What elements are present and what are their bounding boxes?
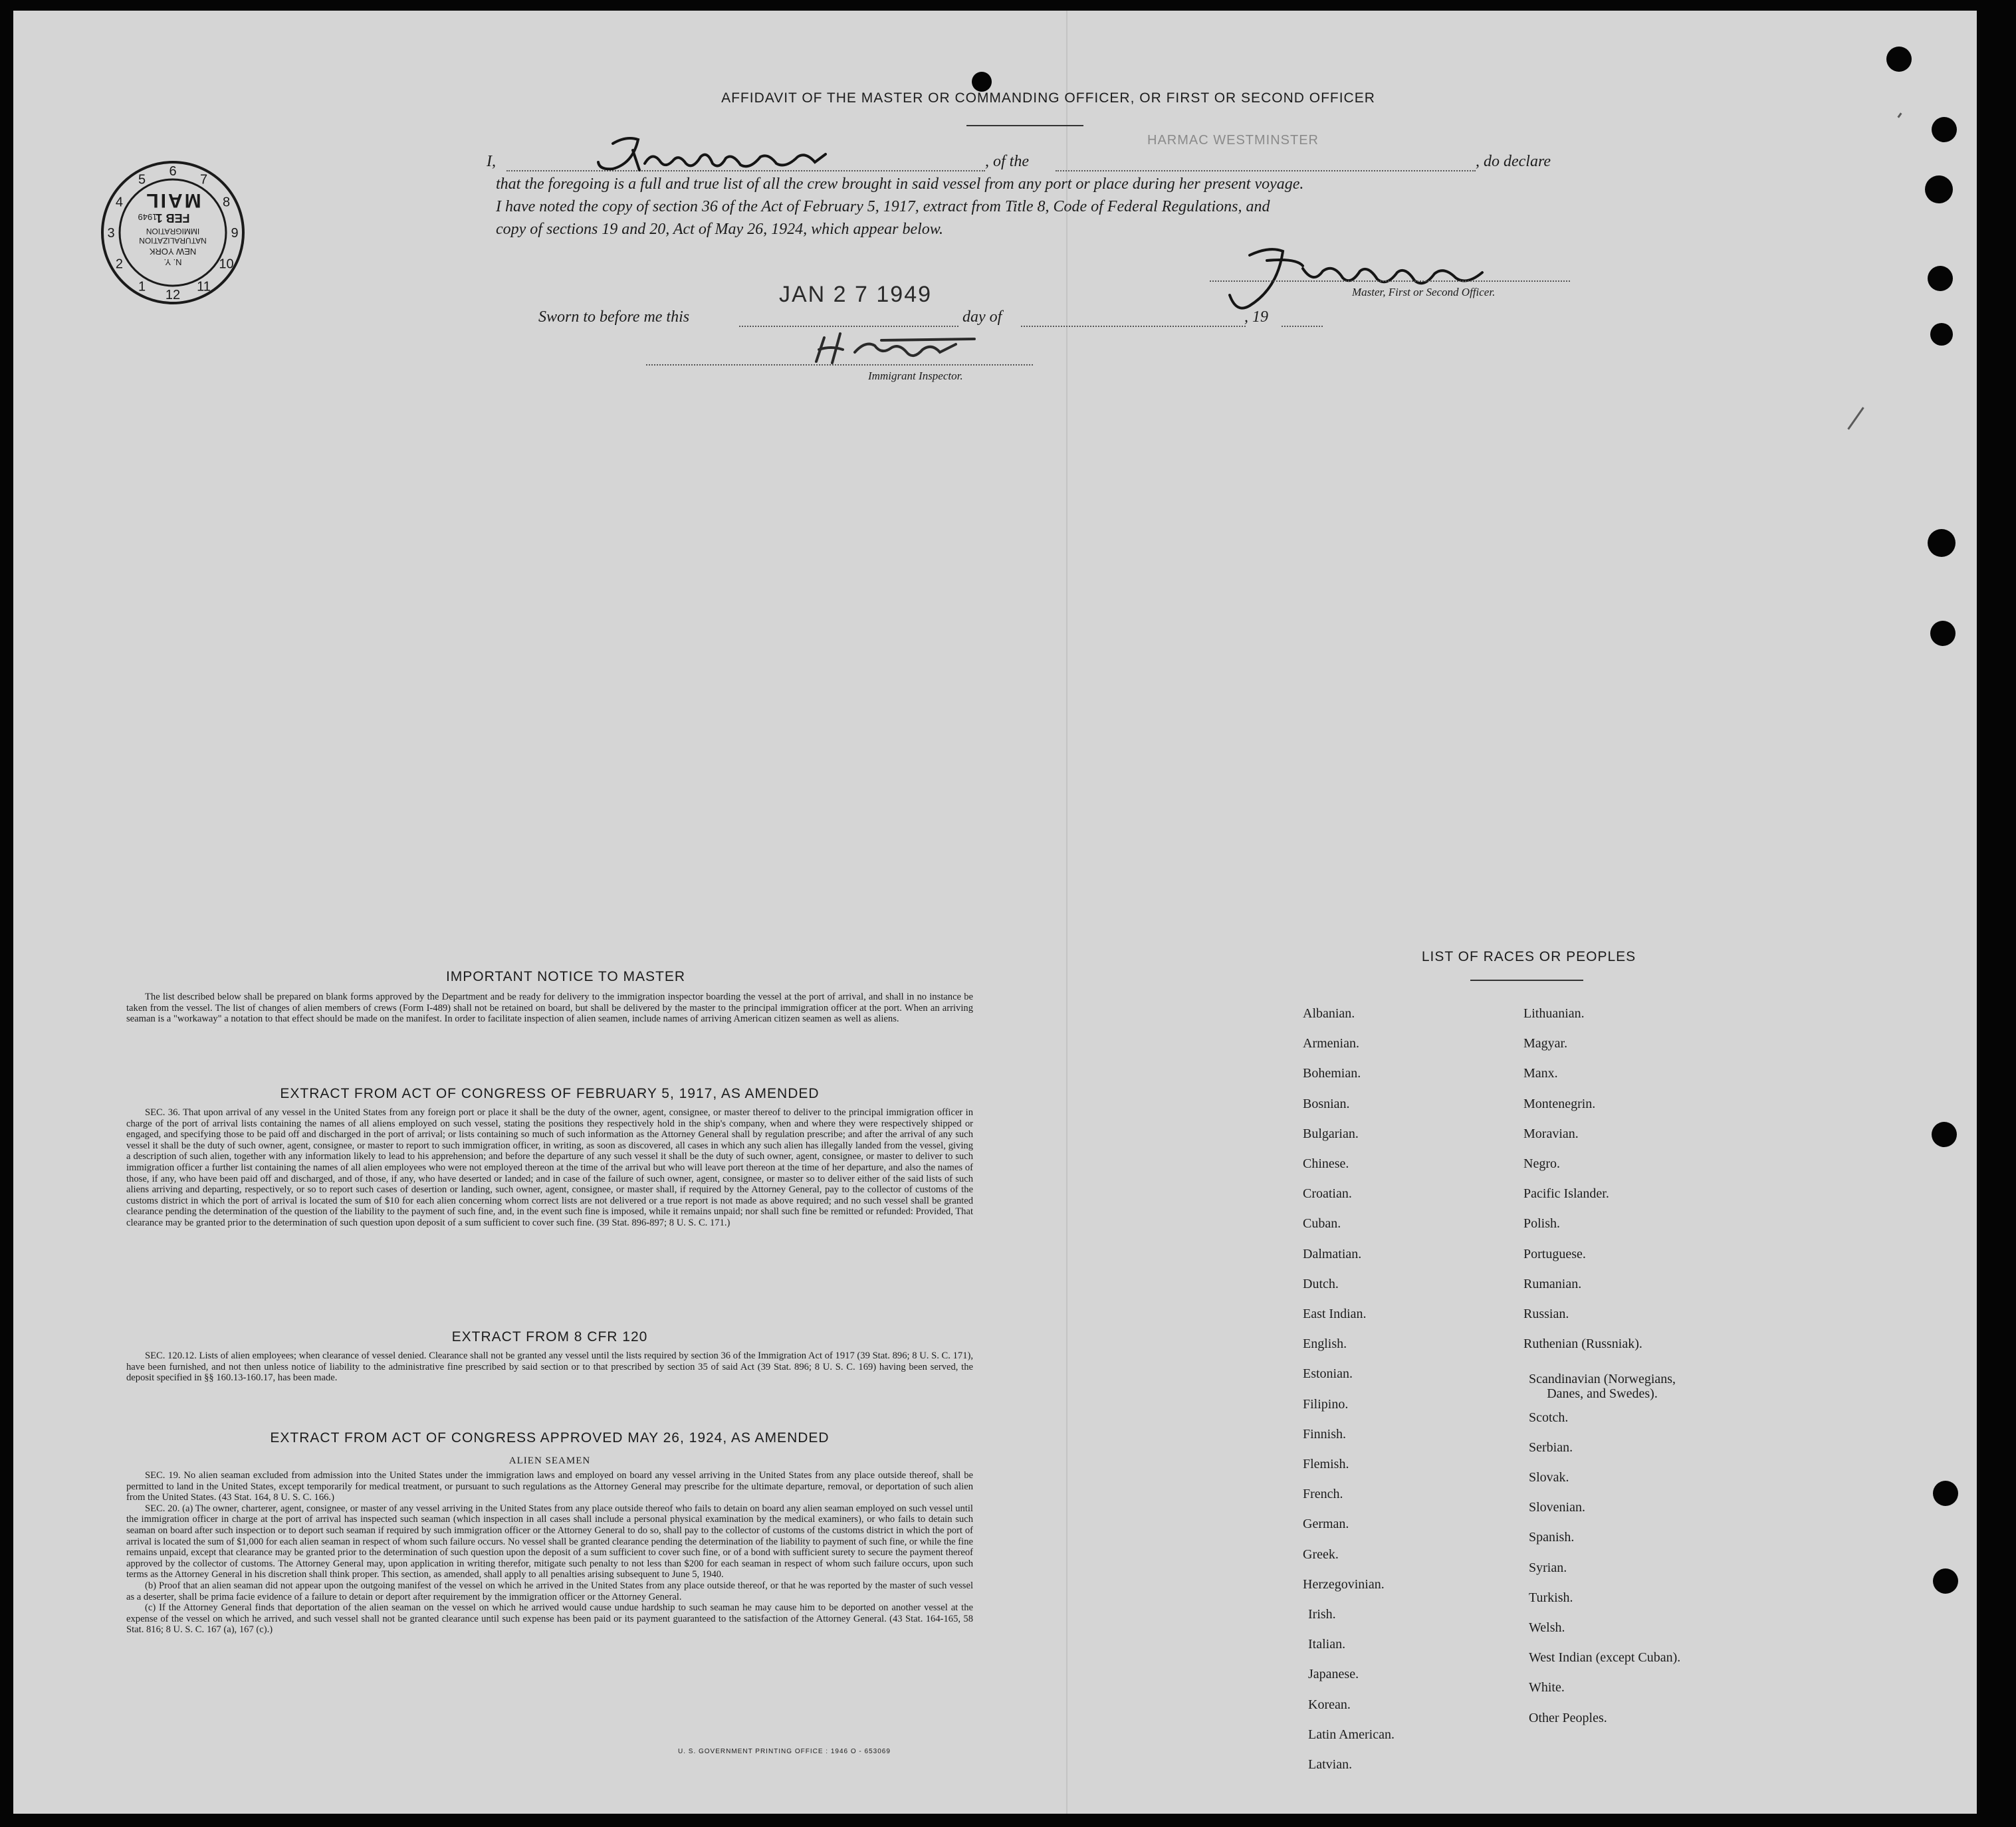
race-item: English. bbox=[1303, 1337, 1347, 1352]
race-item: Magyar. bbox=[1523, 1036, 1568, 1051]
race-item: Bohemian. bbox=[1303, 1066, 1361, 1081]
race-item: Moravian. bbox=[1523, 1126, 1579, 1141]
sworn-year-line bbox=[1282, 326, 1323, 327]
notice-text: The list described below shall be prepared on blank forms approved by the Department and be ready for delivery to the immigration inspector boarding the vessel at the port of arrival, and shall in no instance be taken from the vessel. The list of changes of alien members of crews (Form I-489) shall not be retained on board, but shall be delivered by the master to the principal immigration officer at the port. When an arriving seaman is a "workaway" a notation to that effect should be made on the manifest. In order to facilitate inspection of alien seamen, include names of arriving American citizen seamen as well as aliens. bbox=[126, 992, 973, 1025]
race-item: Albanian. bbox=[1303, 1006, 1355, 1021]
seal-line-3: NEW YORK bbox=[149, 247, 197, 257]
punch-hole bbox=[1932, 117, 1957, 142]
punch-hole bbox=[1930, 621, 1956, 646]
seal-year: 1949 bbox=[138, 212, 158, 222]
race-item: Cuban. bbox=[1303, 1216, 1341, 1232]
race-item: French. bbox=[1303, 1487, 1343, 1502]
extract-1924-paragraph: SEC. 19. No alien seaman excluded from admission into the United States under the immigration laws and employed on board any vessel arriving in the United States from any place outside thereof, shall be permitted to land in the United States, except temporarily for medical treatment, or pursuant to such regulations as the Attorney General may prescribe for the ultimate departure, removal, or deportation of such alien from the United States. (43 Stat. 164, 8 U. S. C. 166.) bbox=[126, 1470, 973, 1503]
seal-ring-digit: 3 bbox=[107, 226, 115, 241]
declarant-prefix: I, bbox=[487, 153, 496, 170]
race-item: Other Peoples. bbox=[1529, 1710, 1607, 1725]
race-item: Polish. bbox=[1523, 1216, 1561, 1232]
race-item: Slovenian. bbox=[1529, 1500, 1585, 1515]
race-item: Slovak. bbox=[1529, 1470, 1569, 1485]
inspector-caption: Immigrant Inspector. bbox=[868, 370, 963, 382]
seal-ring-digit: 12 bbox=[165, 288, 181, 302]
affidavit-body-line-1: that the foregoing is a full and true list of all the crew brought in said vessel from any port or place during her present voyage. bbox=[496, 175, 1304, 193]
punch-hole bbox=[1925, 175, 1953, 203]
master-signature-line bbox=[1210, 280, 1570, 282]
extract-1924-paragraph: (c) If the Attorney General finds that deportation of the alien seaman on the vessel on which he arrived would cause undue hardship to such seaman he may cause him to be deported on another vessel at the expense of the vessel on which he arrived, and such vessel shall not be granted clearance until such expense has been paid or its payment guaranteed to the satisfaction of the Attorney General. (43 Stat. 164-165, 58 Stat. 816; 8 U. S. C. 167 (a), 167 (c).) bbox=[126, 1602, 973, 1636]
races-heading: LIST OF RACES OR PEOPLES bbox=[1421, 949, 1636, 964]
paper-mark bbox=[1847, 407, 1864, 429]
race-item: Scotch. bbox=[1529, 1410, 1569, 1425]
extract-8cfr-heading: EXTRACT FROM 8 CFR 120 bbox=[451, 1329, 648, 1344]
race-item: Bosnian. bbox=[1303, 1096, 1350, 1111]
sworn-label: Sworn to before me this bbox=[538, 308, 690, 326]
race-item: Armenian. bbox=[1303, 1036, 1359, 1051]
race-item: Flemish. bbox=[1303, 1457, 1349, 1471]
punch-hole bbox=[1928, 266, 1953, 291]
race-item: Ruthenian (Russniak). bbox=[1523, 1337, 1642, 1352]
extract-8cfr-text: SEC. 120.12. Lists of alien employees; when clearance of vessel denied. Clearance shall not be granted any vessel until the lists required by section 36 of the Immigration Act of 1917 (39 Stat. 896; 8 U. S. C. 171), have been furnished, and not then unless notice of liability to the administrative fine prescribed by said section or to that prescribed by section 35 of said Act (39 Stat. 896; 8 U. S. C. 169) having been served, the deposit specified in §§ 160.13-160.17, has been made. bbox=[126, 1350, 973, 1384]
race-item: Syrian. bbox=[1529, 1560, 1567, 1575]
extract-1924-heading: EXTRACT FROM ACT OF CONGRESS APPROVED MAY 26, 1924, AS AMENDED bbox=[270, 1430, 830, 1446]
race-item: Estonian. bbox=[1303, 1366, 1353, 1382]
affidavit-body-line-2: I have noted the copy of section 36 of the Act of February 5, 1917, extract from Title 8, Code of Federal Regulations, and bbox=[496, 198, 1270, 215]
race-item: Latvian. bbox=[1308, 1757, 1353, 1772]
race-item: West Indian (except Cuban). bbox=[1529, 1650, 1681, 1666]
race-item: Irish. bbox=[1308, 1607, 1336, 1622]
extract-1924-paragraph: SEC. 20. (a) The owner, charterer, agent, consignee, or master of any vessel arriving in the United States from any place outside thereof who fails to detain on board any alien seaman employed on such vessel until the immigration officer in charge at the port of arrival has inspected such seaman (which inspection in all cases shall include a personal physical examination by the medical examiners), or who fails to detain such seaman on board after such inspection or to deport such seaman if required by such immigration officer or the Attorney General to do so, shall pay to the collector of customs of the customs district in which the port of arrival is located the sum of $1,000 for each alien seaman in respect of whom such failure occurs. No vessel shall be granted clearance pending the determination of the liability to payment of such fine, or while the fine remains unpaid, except that clearance may be granted prior to the determination of such question upon the deposit of a sum sufficient to cover such fine, or of a bond with sufficient surety to secure the payment thereof approved by the collector of customs. The Attorney General may, upon application in writing therefor, mitigate such penalty to not less than $200 for each seaman in respect of whom such failure occurs, upon such terms as the Attorney General in his discretion shall think proper. This section, as amended, shall apply to all penalties arising subsequent to June 5, 1940. bbox=[126, 1503, 973, 1580]
race-item: Manx. bbox=[1523, 1066, 1558, 1081]
seal-line-2: NATURALIZATION bbox=[139, 236, 207, 245]
printer-line: U. S. GOVERNMENT PRINTING OFFICE : 1946 O - 653069 bbox=[678, 1748, 891, 1755]
seal-line-4: N. Y. bbox=[164, 257, 182, 267]
seal-ring-digit: 1 bbox=[138, 279, 146, 294]
race-item: Chinese. bbox=[1303, 1156, 1349, 1171]
race-item: German. bbox=[1303, 1517, 1349, 1532]
punch-hole bbox=[1933, 1568, 1958, 1594]
race-item: Filipino. bbox=[1303, 1396, 1349, 1412]
punch-hole bbox=[1886, 47, 1912, 72]
master-caption: Master, First or Second Officer. bbox=[1352, 286, 1496, 298]
extract-1917-heading: EXTRACT FROM ACT OF CONGRESS OF FEBRUARY 5, 1917, AS AMENDED bbox=[280, 1086, 820, 1101]
race-item: Herzegovinian. bbox=[1303, 1576, 1385, 1592]
race-item: Negro. bbox=[1523, 1156, 1560, 1171]
affidavit-body-line-3: copy of sections 19 and 20, Act of May 26, 1924, which appear below. bbox=[496, 221, 944, 238]
race-item: Dalmatian. bbox=[1303, 1246, 1362, 1261]
race-item: Russian. bbox=[1523, 1307, 1569, 1321]
punch-hole bbox=[1932, 1122, 1957, 1147]
seal-date: FEB 1 bbox=[156, 211, 190, 225]
sworn-month-line bbox=[1021, 326, 1246, 327]
race-item: Korean. bbox=[1308, 1697, 1351, 1712]
punch-hole bbox=[1933, 1481, 1958, 1506]
seal-mail: MAIL bbox=[144, 189, 201, 211]
punch-hole bbox=[1930, 323, 1953, 346]
seal-ring-digit: 8 bbox=[222, 195, 231, 210]
race-item: Japanese. bbox=[1308, 1667, 1359, 1682]
seal-ring-digit: 7 bbox=[199, 172, 208, 187]
race-item: Serbian. bbox=[1529, 1440, 1573, 1455]
race-item: Greek. bbox=[1303, 1547, 1339, 1562]
inspector-signature-line bbox=[646, 364, 1033, 366]
day-of-label: day of bbox=[962, 308, 1002, 326]
races-rule bbox=[1470, 980, 1583, 981]
sworn-date-stamp: JAN 2 7 1949 bbox=[779, 282, 933, 307]
page-fold bbox=[1066, 11, 1067, 1814]
race-item: Rumanian. bbox=[1523, 1276, 1582, 1291]
paper-mark bbox=[1897, 112, 1902, 118]
of-the-label: , of the bbox=[985, 153, 1029, 170]
title-rule bbox=[966, 125, 1083, 126]
extract-1924-subheading: ALIEN SEAMEN bbox=[508, 1455, 591, 1466]
race-item: Lithuanian. bbox=[1523, 1006, 1585, 1021]
race-item: Pacific Islander. bbox=[1523, 1186, 1609, 1202]
race-item: Scandinavian (Norwegians, Danes, and Swedes). bbox=[1529, 1372, 1676, 1402]
seal-ring-digit: 11 bbox=[197, 279, 211, 294]
race-item: Dutch. bbox=[1303, 1276, 1339, 1291]
extract-1917-text: SEC. 36. That upon arrival of any vessel in the United States from any foreign port or place it shall be the duty of the owner, agent, consignee, or master thereof to deliver to the principal immigration officer in charge of the port of arrival lists containing the names of all aliens employed on such vessel, stating the positions they respectively hold in the ship's company, when and where they were respectively shipped or engaged, and specifying those to be paid off and discharged in the port of arrival; or lists containing so much of such information as the Attorney General shall by regulation prescribe; and after the arrival of any such vessel it shall be the duty of such owner, agent, consignee, or master to report to such immigration officer, in writing, as soon as discovered, all cases in which any such alien has illegally landed from the vessel, giving a description of such alien, together with any information likely to lead to his apprehension; and before the departure of any such vessel it shall be the duty of such owner, agent, consignee, or master to deliver to such immigration officer a further list containing the names of all alien employees who were not employed thereon at the time of the arrival but who will leave port thereon at the time of her departure, and also the names of those, if any, who have been paid off and discharged, and of those, if any, who have deserted or landed; and in case of the failure of such owner, agent, consignee, or master so to deliver either of the said lists of such aliens arriving and departing, respectively, or so to report such cases of desertion or landing, such owner, agent, consignee, or master shall, if required by the Attorney General, pay to the collector of customs of the customs district in which the port of arrival is located the sum of $10 for each alien concerning whom correct lists are not delivered or a true report is not made as above required; and no such vessel shall be granted clearance pending the determination of the question of the liability to the payment of such fine, and, in the event such fine is imposed, while it remains unpaid; nor shall such fine be remitted or refunded: Provided, That clearance may be granted prior to the determination of such question upon deposit of a sum sufficient to cover such fine. (39 Stat. 896-897; 8 U. S. C. 171.) bbox=[126, 1107, 973, 1228]
extract-1924-text bbox=[126, 1470, 973, 1636]
seal-line-1: IMMIGRATION bbox=[146, 227, 200, 236]
do-declare-label: , do declare bbox=[1476, 153, 1551, 170]
document-page bbox=[13, 11, 1977, 1814]
race-item: Welsh. bbox=[1529, 1620, 1565, 1635]
race-item: East Indian. bbox=[1303, 1307, 1367, 1321]
race-item: Finnish. bbox=[1303, 1426, 1347, 1442]
punch-hole bbox=[972, 72, 992, 92]
race-item: Croatian. bbox=[1303, 1186, 1352, 1202]
seal-ring-digit: 10 bbox=[219, 257, 234, 272]
race-item: Turkish. bbox=[1529, 1590, 1573, 1605]
seal-ring-digit: 5 bbox=[138, 172, 146, 187]
immigration-date-seal bbox=[98, 158, 247, 307]
race-item: White. bbox=[1529, 1680, 1565, 1695]
race-item: Montenegrin. bbox=[1523, 1096, 1596, 1111]
seal-ring-digit: 2 bbox=[115, 257, 124, 272]
vessel-name-stamp: HARMAC WESTMINSTER bbox=[1147, 133, 1319, 148]
extract-1924-paragraph: (b) Proof that an alien seaman did not appear upon the outgoing manifest of the vessel on which he arrived in the United States from any place outside thereof, or that he was reported by the master of such vessel as a deserter, shall be prima facie evidence of a failure to detain or deport after requirement by the immigration officer or the Attorney General. bbox=[126, 1580, 973, 1602]
punch-hole bbox=[1928, 529, 1956, 557]
affidavit-title: AFFIDAVIT OF THE MASTER OR COMMANDING OFFICER, OR FIRST OR SECOND OFFICER bbox=[721, 90, 1375, 106]
race-item: Italian. bbox=[1308, 1637, 1346, 1652]
year-prefix: , 19 bbox=[1244, 308, 1268, 326]
notice-heading: IMPORTANT NOTICE TO MASTER bbox=[445, 969, 686, 984]
race-item: Portuguese. bbox=[1523, 1246, 1586, 1261]
race-item: Bulgarian. bbox=[1303, 1126, 1359, 1141]
vessel-line bbox=[1056, 170, 1476, 171]
seal-ring-digit: 4 bbox=[115, 195, 124, 210]
seal-ring-digit: 6 bbox=[169, 164, 177, 179]
race-item: Spanish. bbox=[1529, 1530, 1575, 1545]
race-item: Latin American. bbox=[1308, 1727, 1395, 1742]
seal-ring-digit: 9 bbox=[231, 226, 239, 241]
